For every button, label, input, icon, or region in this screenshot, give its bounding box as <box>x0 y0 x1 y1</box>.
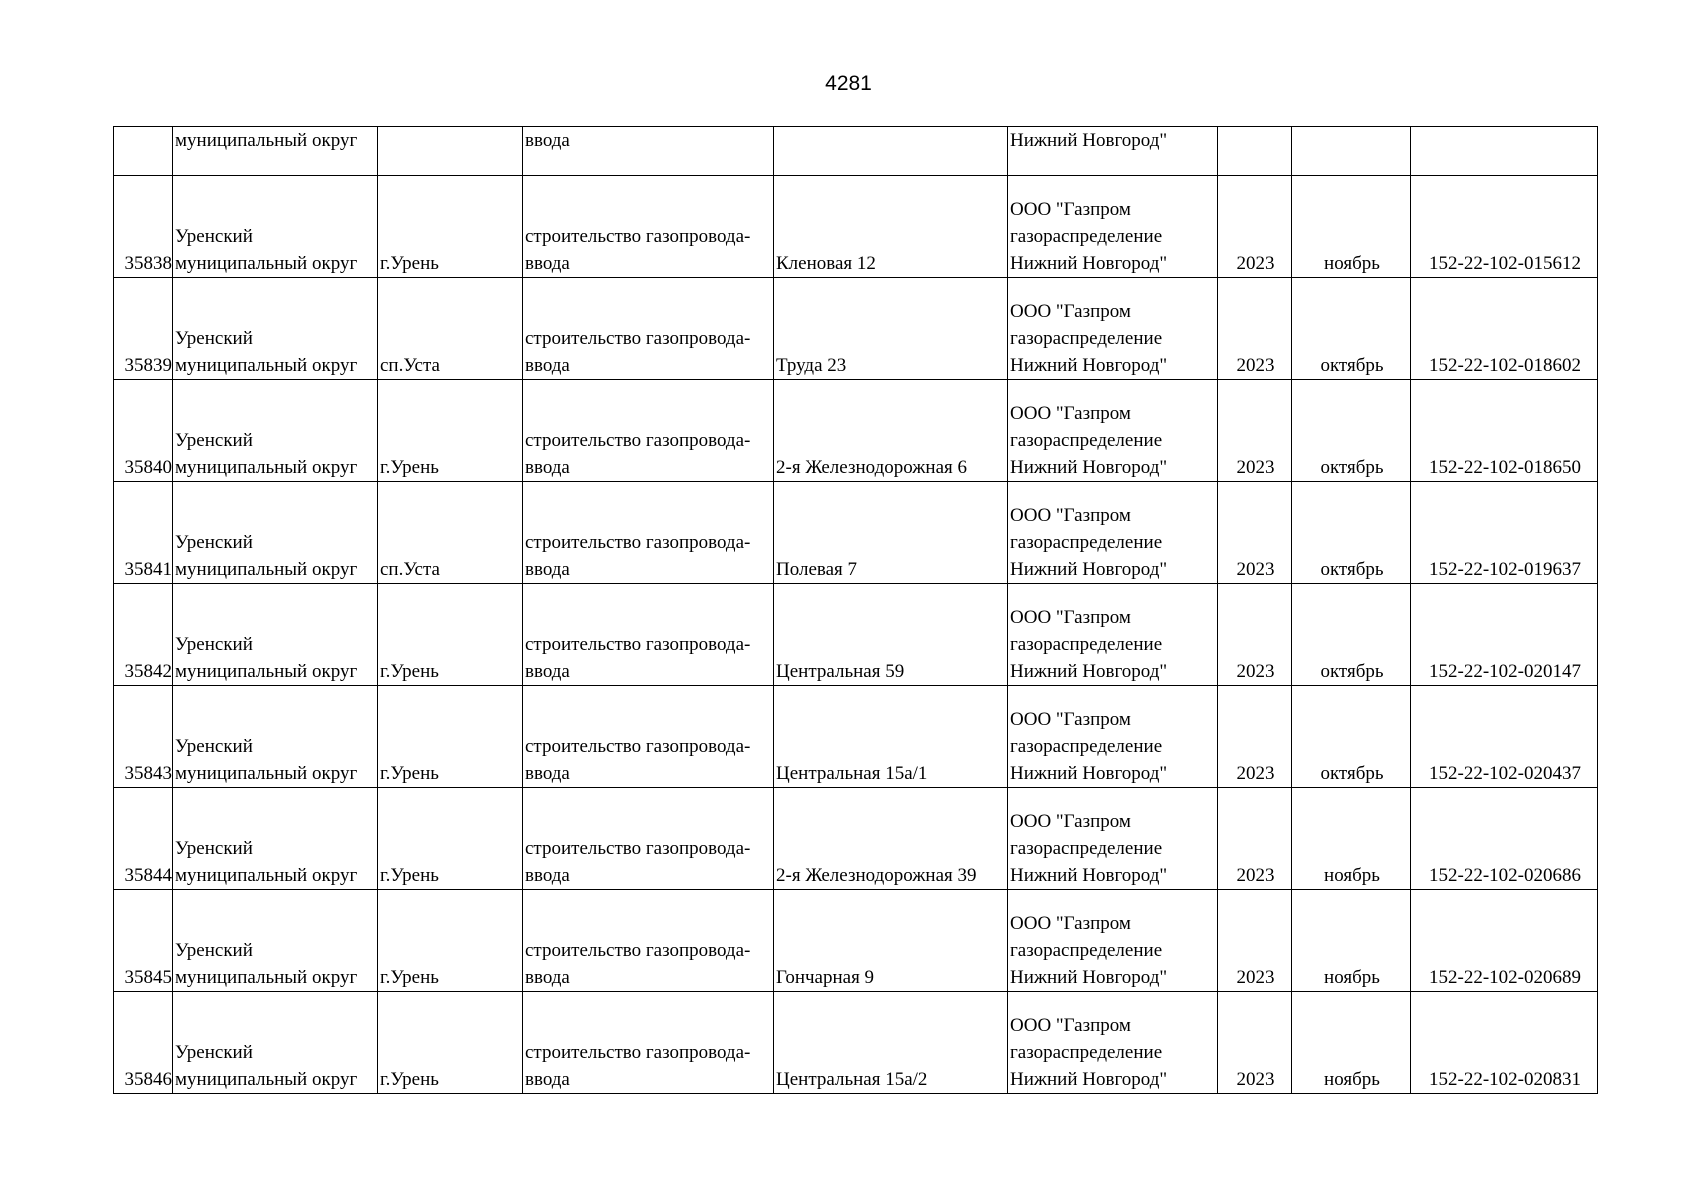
cell-work-type <box>523 584 774 686</box>
cell-num: 35841 <box>114 482 173 584</box>
district-line: муниципальный округ <box>175 253 358 274</box>
cell-year: 2023 <box>1218 890 1292 992</box>
cell-organization <box>1008 584 1218 686</box>
table-body <box>114 127 1598 1094</box>
work-type-line: ввода <box>525 559 570 580</box>
work-type-line: ввода <box>525 967 570 988</box>
cell-organization <box>1008 992 1218 1094</box>
cell-month: ноябрь <box>1292 992 1411 1094</box>
cell-work-type: ввода <box>523 127 774 176</box>
cell-year: 2023 <box>1218 584 1292 686</box>
district-line: Уренский <box>175 736 253 757</box>
cell-address: Кленовая 12 <box>774 176 1008 278</box>
cell-organization <box>1008 176 1218 278</box>
cell-num: 35839 <box>114 278 173 380</box>
cell-address: Центральная 15а/2 <box>774 992 1008 1094</box>
table-row <box>114 890 1598 992</box>
organization-line: газораспределение <box>1010 838 1163 859</box>
cell-year: 2023 <box>1218 992 1292 1094</box>
cell-year: 2023 <box>1218 482 1292 584</box>
organization-line: Нижний Новгород" <box>1010 253 1168 274</box>
cell-work-type <box>523 890 774 992</box>
cell-month: ноябрь <box>1292 176 1411 278</box>
work-type-line: ввода <box>525 355 570 376</box>
cell-num: 35840 <box>114 380 173 482</box>
cell-code: 152-22-102-020831 <box>1411 992 1598 1094</box>
district-line: муниципальный округ <box>175 967 358 988</box>
cell-work-type <box>523 482 774 584</box>
cell-settlement: г.Урень <box>378 992 523 1094</box>
cell-address <box>774 127 1008 176</box>
work-type-line: ввода <box>525 253 570 274</box>
organization-line: газораспределение <box>1010 736 1163 757</box>
cell-address: Труда 23 <box>774 278 1008 380</box>
cell-address: Центральная 59 <box>774 584 1008 686</box>
cell-work-type <box>523 992 774 1094</box>
cell-work-type <box>523 380 774 482</box>
work-type-line: ввода <box>525 661 570 682</box>
organization-line: ООО "Газпром <box>1010 1015 1131 1036</box>
cell-month <box>1292 127 1411 176</box>
table-row-continued <box>114 127 1598 176</box>
cell-organization <box>1008 686 1218 788</box>
organization-line: ООО "Газпром <box>1010 505 1131 526</box>
organization-line: газораспределение <box>1010 634 1163 655</box>
cell-year: 2023 <box>1218 380 1292 482</box>
cell-organization <box>1008 890 1218 992</box>
district-line: Уренский <box>175 532 253 553</box>
work-type-line: ввода <box>525 865 570 886</box>
organization-line: газораспределение <box>1010 328 1163 349</box>
table-row <box>114 176 1598 278</box>
district-line: Уренский <box>175 634 253 655</box>
cell-num: 35846 <box>114 992 173 1094</box>
cell-year: 2023 <box>1218 686 1292 788</box>
table-row <box>114 992 1598 1094</box>
cell-settlement: г.Урень <box>378 686 523 788</box>
organization-line: газораспределение <box>1010 430 1163 451</box>
cell-settlement: г.Урень <box>378 380 523 482</box>
work-type-line: строительство газопровода- <box>525 328 751 349</box>
cell-address: Центральная 15а/1 <box>774 686 1008 788</box>
organization-line: ООО "Газпром <box>1010 199 1131 220</box>
organization-line: Нижний Новгород" <box>1010 457 1168 478</box>
organization-line: Нижний Новгород" <box>1010 1069 1168 1090</box>
cell-settlement: г.Урень <box>378 890 523 992</box>
cell-organization: Нижний Новгород" <box>1008 127 1218 176</box>
cell-year: 2023 <box>1218 278 1292 380</box>
cell-district <box>173 176 378 278</box>
cell-code: 152-22-102-020147 <box>1411 584 1598 686</box>
cell-organization <box>1008 278 1218 380</box>
cell-year: 2023 <box>1218 176 1292 278</box>
cell-organization <box>1008 788 1218 890</box>
organization-line: ООО "Газпром <box>1010 403 1131 424</box>
organization-line: ООО "Газпром <box>1010 913 1131 934</box>
organization-line: ООО "Газпром <box>1010 811 1131 832</box>
cell-month: ноябрь <box>1292 890 1411 992</box>
cell-work-type <box>523 788 774 890</box>
organization-line: газораспределение <box>1010 226 1163 247</box>
district-line: Уренский <box>175 940 253 961</box>
cell-num: 35842 <box>114 584 173 686</box>
table-row <box>114 584 1598 686</box>
cell-num: 35845 <box>114 890 173 992</box>
cell-num <box>114 127 173 176</box>
cell-work-type <box>523 686 774 788</box>
organization-line: Нижний Новгород" <box>1010 661 1168 682</box>
district-line: Уренский <box>175 226 253 247</box>
cell-district <box>173 890 378 992</box>
cell-code: 152-22-102-020689 <box>1411 890 1598 992</box>
cell-work-type <box>523 278 774 380</box>
cell-work-type <box>523 176 774 278</box>
table-row <box>114 686 1598 788</box>
cell-organization <box>1008 380 1218 482</box>
cell-settlement: г.Урень <box>378 584 523 686</box>
cell-address: Полевая 7 <box>774 482 1008 584</box>
cell-num: 35843 <box>114 686 173 788</box>
work-type-line: строительство газопровода- <box>525 838 751 859</box>
cell-year: 2023 <box>1218 788 1292 890</box>
table-row <box>114 278 1598 380</box>
cell-month: октябрь <box>1292 686 1411 788</box>
work-type-line: ввода <box>525 1069 570 1090</box>
work-type-line: строительство газопровода- <box>525 634 751 655</box>
table-row <box>114 482 1598 584</box>
gasification-table <box>113 126 1598 1094</box>
district-line: Уренский <box>175 430 253 451</box>
cell-district <box>173 278 378 380</box>
work-type-line: строительство газопровода- <box>525 532 751 553</box>
organization-line: Нижний Новгород" <box>1010 559 1168 580</box>
district-line: муниципальный округ <box>175 559 358 580</box>
cell-year <box>1218 127 1292 176</box>
organization-line: Нижний Новгород" <box>1010 763 1168 784</box>
cell-code: 152-22-102-018650 <box>1411 380 1598 482</box>
page-number: 4281 <box>825 72 872 95</box>
cell-address: 2-я Железнодорожная 39 <box>774 788 1008 890</box>
work-type-line: строительство газопровода- <box>525 940 751 961</box>
cell-settlement: сп.Уста <box>378 482 523 584</box>
organization-line: газораспределение <box>1010 532 1163 553</box>
cell-district <box>173 584 378 686</box>
cell-num: 35838 <box>114 176 173 278</box>
organization-line: Нижний Новгород" <box>1010 355 1168 376</box>
district-line: муниципальный округ <box>175 763 358 784</box>
organization-line: Нижний Новгород" <box>1010 865 1168 886</box>
cell-settlement: сп.Уста <box>378 278 523 380</box>
table-row <box>114 788 1598 890</box>
cell-address: Гончарная 9 <box>774 890 1008 992</box>
work-type-line: ввода <box>525 763 570 784</box>
cell-month: ноябрь <box>1292 788 1411 890</box>
cell-district <box>173 482 378 584</box>
organization-line: ООО "Газпром <box>1010 709 1131 730</box>
work-type-line: строительство газопровода- <box>525 226 751 247</box>
cell-code <box>1411 127 1598 176</box>
cell-month: октябрь <box>1292 380 1411 482</box>
district-line: Уренский <box>175 1042 253 1063</box>
cell-code: 152-22-102-020686 <box>1411 788 1598 890</box>
district-line: муниципальный округ <box>175 355 358 376</box>
district-line: муниципальный округ <box>175 1069 358 1090</box>
work-type-line: строительство газопровода- <box>525 736 751 757</box>
cell-district <box>173 992 378 1094</box>
cell-district <box>173 380 378 482</box>
cell-organization <box>1008 482 1218 584</box>
cell-settlement: г.Урень <box>378 176 523 278</box>
district-line: муниципальный округ <box>175 865 358 886</box>
cell-code: 152-22-102-019637 <box>1411 482 1598 584</box>
work-type-line: строительство газопровода- <box>525 1042 751 1063</box>
work-type-line: строительство газопровода- <box>525 430 751 451</box>
organization-line: газораспределение <box>1010 1042 1163 1063</box>
district-line: Уренский <box>175 838 253 859</box>
cell-settlement <box>378 127 523 176</box>
cell-num: 35844 <box>114 788 173 890</box>
cell-code: 152-22-102-018602 <box>1411 278 1598 380</box>
table-row <box>114 380 1598 482</box>
cell-code: 152-22-102-020437 <box>1411 686 1598 788</box>
cell-district <box>173 686 378 788</box>
district-line: Уренский <box>175 328 253 349</box>
cell-district: муниципальный округ <box>173 127 378 176</box>
cell-month: октябрь <box>1292 584 1411 686</box>
cell-month: октябрь <box>1292 278 1411 380</box>
cell-address: 2-я Железнодорожная 6 <box>774 380 1008 482</box>
cell-month: октябрь <box>1292 482 1411 584</box>
cell-code: 152-22-102-015612 <box>1411 176 1598 278</box>
cell-district <box>173 788 378 890</box>
work-type-line: ввода <box>525 457 570 478</box>
organization-line: Нижний Новгород" <box>1010 967 1168 988</box>
organization-line: газораспределение <box>1010 940 1163 961</box>
organization-line: ООО "Газпром <box>1010 607 1131 628</box>
organization-line: ООО "Газпром <box>1010 301 1131 322</box>
district-line: муниципальный округ <box>175 661 358 682</box>
district-line: муниципальный округ <box>175 457 358 478</box>
cell-settlement: г.Урень <box>378 788 523 890</box>
